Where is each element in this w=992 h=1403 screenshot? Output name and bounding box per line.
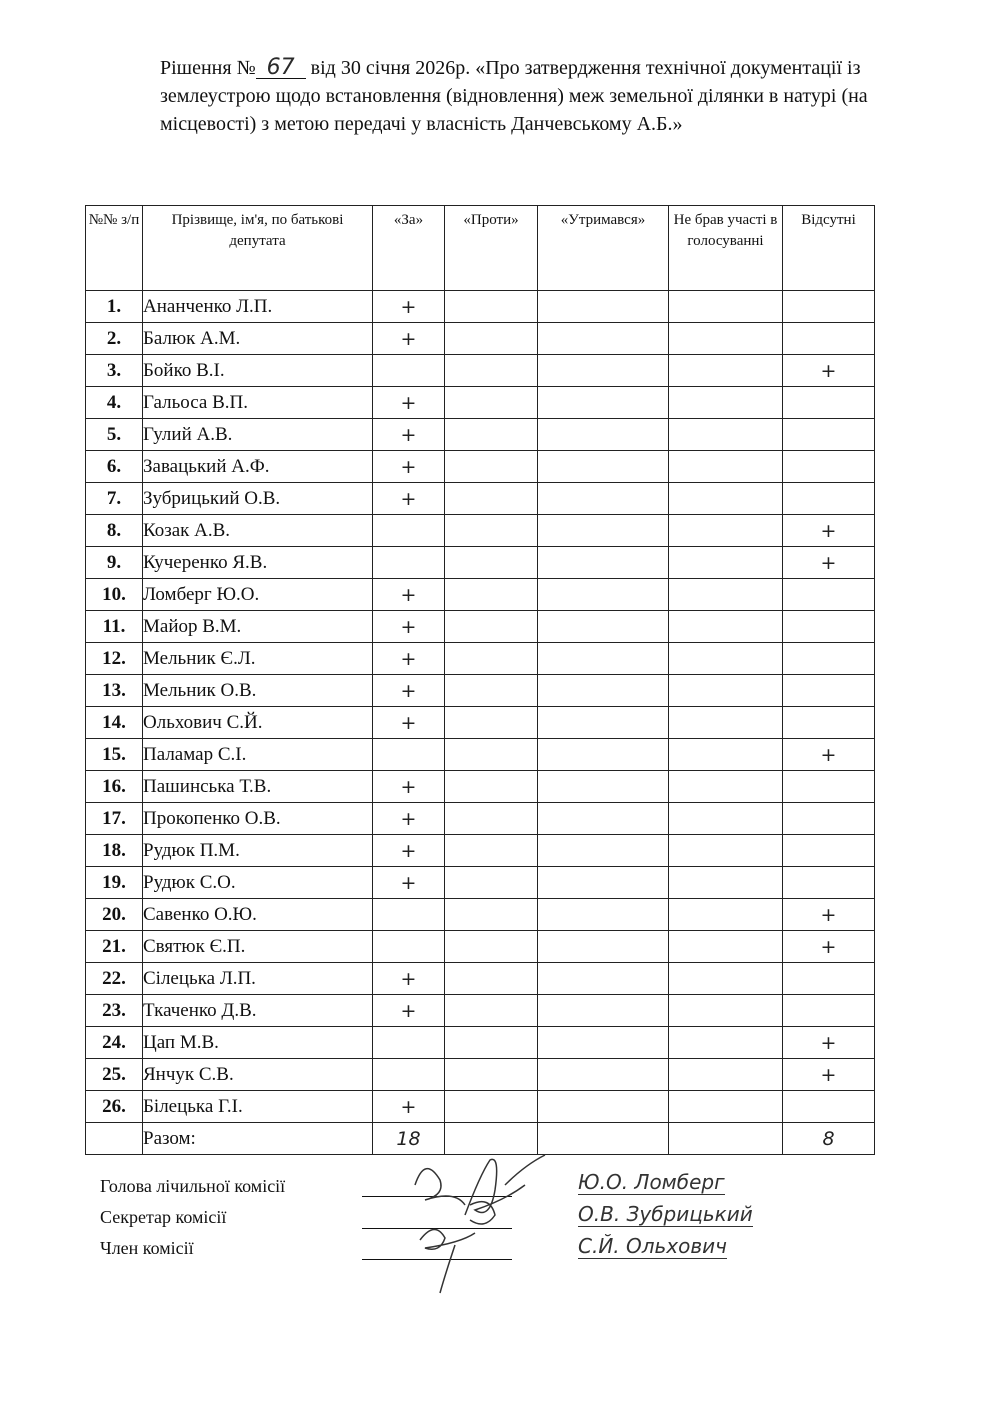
vote-za-cell: + <box>373 675 445 707</box>
row-number: 4. <box>86 387 143 419</box>
vote-za-cell: + <box>373 803 445 835</box>
row-number: 9. <box>86 547 143 579</box>
vote-za-cell: + <box>373 771 445 803</box>
vote-utrym-cell <box>538 451 669 483</box>
header-vidsutni: Відсутні <box>783 206 875 291</box>
vote-proty-cell <box>445 611 538 643</box>
vote-proty-cell <box>445 835 538 867</box>
vote-proty-cell <box>445 739 538 771</box>
table-row <box>86 579 875 611</box>
table-body <box>86 291 875 1155</box>
vote-utrym-cell <box>538 1091 669 1123</box>
table-row <box>86 771 875 803</box>
table-row <box>86 323 875 355</box>
vote-vids-cell <box>783 771 875 803</box>
head-name: Ю.О. Ломберг <box>578 1170 725 1194</box>
deputy-name: Савенко О.Ю. <box>143 899 373 931</box>
row-number: 22. <box>86 963 143 995</box>
header-num: №№ з/п <box>86 206 143 291</box>
row-number: 3. <box>86 355 143 387</box>
decision-number: 67 <box>256 58 306 79</box>
deputy-name: Зубрицький О.В. <box>143 483 373 515</box>
table-row <box>86 931 875 963</box>
deputy-name: Ольхович С.Й. <box>143 707 373 739</box>
vote-utrym-cell <box>538 419 669 451</box>
vote-ne_brav-cell <box>669 1059 783 1091</box>
row-number: 17. <box>86 803 143 835</box>
vote-utrym-cell <box>538 707 669 739</box>
vote-za-cell: + <box>373 419 445 451</box>
vote-za-cell: + <box>373 451 445 483</box>
row-number: 14. <box>86 707 143 739</box>
head-label: Голова лічильної комісії <box>100 1176 286 1196</box>
table-header-row <box>86 206 875 291</box>
vote-utrym-cell <box>538 931 669 963</box>
vote-vids-cell <box>783 803 875 835</box>
vote-ne_brav-cell <box>669 963 783 995</box>
table-row <box>86 867 875 899</box>
vote-utrym-cell <box>538 547 669 579</box>
table-row <box>86 611 875 643</box>
vote-utrym-cell <box>538 579 669 611</box>
table-row <box>86 291 875 323</box>
vote-ne_brav-cell <box>669 707 783 739</box>
vote-vids-cell <box>783 387 875 419</box>
vote-vids-cell: + <box>783 739 875 771</box>
vote-vids-cell <box>783 483 875 515</box>
member-label: Член комісії <box>100 1238 194 1258</box>
vote-proty-cell <box>445 291 538 323</box>
vote-ne_brav-cell <box>669 675 783 707</box>
deputy-name: Святюк Є.П. <box>143 931 373 963</box>
header-za: «За» <box>373 206 445 291</box>
total-vids: 8 <box>783 1123 875 1155</box>
vote-vids-cell <box>783 291 875 323</box>
vote-utrym-cell <box>538 835 669 867</box>
vote-utrym-cell <box>538 1059 669 1091</box>
total-label: Разом: <box>143 1123 373 1155</box>
vote-ne_brav-cell <box>669 867 783 899</box>
vote-proty-cell <box>445 515 538 547</box>
vote-vids-cell <box>783 579 875 611</box>
vote-vids-cell: + <box>783 1059 875 1091</box>
row-number: 12. <box>86 643 143 675</box>
vote-utrym-cell <box>538 483 669 515</box>
vote-ne_brav-cell <box>669 803 783 835</box>
table-row <box>86 739 875 771</box>
vote-ne_brav-cell <box>669 323 783 355</box>
vote-proty-cell <box>445 579 538 611</box>
vote-ne_brav-cell <box>669 483 783 515</box>
vote-ne_brav-cell <box>669 611 783 643</box>
vote-za-cell <box>373 931 445 963</box>
row-number: 24. <box>86 1027 143 1059</box>
vote-za-cell <box>373 355 445 387</box>
vote-za-cell: + <box>373 579 445 611</box>
deputy-name: Рудюк С.О. <box>143 867 373 899</box>
vote-vids-cell: + <box>783 899 875 931</box>
row-number: 15. <box>86 739 143 771</box>
vote-vids-cell: + <box>783 547 875 579</box>
vote-vids-cell <box>783 963 875 995</box>
vote-vids-cell <box>783 867 875 899</box>
vote-proty-cell <box>445 707 538 739</box>
row-number: 2. <box>86 323 143 355</box>
vote-ne_brav-cell <box>669 643 783 675</box>
row-number: 23. <box>86 995 143 1027</box>
vote-proty-cell <box>445 867 538 899</box>
vote-ne_brav-cell <box>669 835 783 867</box>
vote-ne_brav-cell <box>669 739 783 771</box>
table-row <box>86 643 875 675</box>
vote-proty-cell <box>445 547 538 579</box>
handwritten-signatures <box>395 1145 575 1295</box>
deputy-name: Майор В.М. <box>143 611 373 643</box>
secretary-label: Секретар комісії <box>100 1207 227 1227</box>
vote-proty-cell <box>445 643 538 675</box>
table-row <box>86 707 875 739</box>
row-number: 21. <box>86 931 143 963</box>
vote-za-cell: + <box>373 611 445 643</box>
vote-vids-cell <box>783 707 875 739</box>
table-row <box>86 835 875 867</box>
vote-za-cell: + <box>373 291 445 323</box>
deputy-name: Сілецька Л.П. <box>143 963 373 995</box>
header-name: Прізвище, ім'я, по батькові депутата <box>143 206 373 291</box>
table-row <box>86 995 875 1027</box>
vote-vids-cell <box>783 675 875 707</box>
deputy-name: Мельник Є.Л. <box>143 643 373 675</box>
vote-vids-cell <box>783 643 875 675</box>
vote-ne_brav-cell <box>669 451 783 483</box>
vote-za-cell: + <box>373 995 445 1027</box>
vote-za-cell <box>373 1027 445 1059</box>
deputy-name: Мельник О.В. <box>143 675 373 707</box>
vote-ne_brav-cell <box>669 291 783 323</box>
table-row <box>86 1091 875 1123</box>
table-row <box>86 419 875 451</box>
row-number: 25. <box>86 1059 143 1091</box>
vote-za-cell: + <box>373 323 445 355</box>
vote-proty-cell <box>445 1091 538 1123</box>
deputy-name: Цап М.В. <box>143 1027 373 1059</box>
deputy-name: Пашинська Т.В. <box>143 771 373 803</box>
header-proty: «Проти» <box>445 206 538 291</box>
vote-ne_brav-cell <box>669 419 783 451</box>
table-row <box>86 355 875 387</box>
vote-za-cell <box>373 739 445 771</box>
total-za: 18 <box>373 1123 445 1155</box>
vote-vids-cell <box>783 1091 875 1123</box>
deputy-name: Рудюк П.М. <box>143 835 373 867</box>
row-number: 20. <box>86 899 143 931</box>
decision-title <box>160 54 900 138</box>
total-ne_brav <box>669 1123 783 1155</box>
table-row <box>86 547 875 579</box>
row-number: 1. <box>86 291 143 323</box>
deputy-name: Паламар С.І. <box>143 739 373 771</box>
vote-vids-cell <box>783 451 875 483</box>
vote-proty-cell <box>445 995 538 1027</box>
deputy-name: Ананченко Л.П. <box>143 291 373 323</box>
deputy-name: Гулий А.В. <box>143 419 373 451</box>
vote-za-cell: + <box>373 643 445 675</box>
row-number: 13. <box>86 675 143 707</box>
vote-vids-cell <box>783 323 875 355</box>
row-number: 8. <box>86 515 143 547</box>
header-utrymavsia: «Утримався» <box>538 206 669 291</box>
vote-ne_brav-cell <box>669 931 783 963</box>
member-name: С.Й. Ольхович <box>578 1234 727 1258</box>
vote-za-cell: + <box>373 835 445 867</box>
vote-proty-cell <box>445 963 538 995</box>
vote-proty-cell <box>445 899 538 931</box>
vote-proty-cell <box>445 355 538 387</box>
vote-utrym-cell <box>538 323 669 355</box>
vote-proty-cell <box>445 675 538 707</box>
deputy-name: Завацький А.Ф. <box>143 451 373 483</box>
vote-vids-cell <box>783 995 875 1027</box>
vote-ne_brav-cell <box>669 899 783 931</box>
vote-vids-cell <box>783 611 875 643</box>
vote-vids-cell: + <box>783 515 875 547</box>
vote-proty-cell <box>445 387 538 419</box>
vote-utrym-cell <box>538 675 669 707</box>
table-row <box>86 387 875 419</box>
vote-utrym-cell <box>538 355 669 387</box>
vote-za-cell <box>373 899 445 931</box>
vote-za-cell: + <box>373 963 445 995</box>
vote-utrym-cell <box>538 611 669 643</box>
deputy-name: Янчук С.В. <box>143 1059 373 1091</box>
row-number: 26. <box>86 1091 143 1123</box>
vote-za-cell: + <box>373 867 445 899</box>
deputy-name: Бойко В.І. <box>143 355 373 387</box>
row-number: 7. <box>86 483 143 515</box>
table-row <box>86 963 875 995</box>
vote-utrym-cell <box>538 739 669 771</box>
vote-ne_brav-cell <box>669 355 783 387</box>
deputy-name: Гальоса В.П. <box>143 387 373 419</box>
title-prefix: Рішення № <box>160 57 256 79</box>
vote-ne_brav-cell <box>669 515 783 547</box>
deputy-name: Кучеренко Я.В. <box>143 547 373 579</box>
deputy-name: Ломберг Ю.О. <box>143 579 373 611</box>
vote-za-cell <box>373 515 445 547</box>
vote-za-cell: + <box>373 483 445 515</box>
vote-za-cell: + <box>373 1091 445 1123</box>
vote-za-cell: + <box>373 707 445 739</box>
vote-proty-cell <box>445 1027 538 1059</box>
vote-ne_brav-cell <box>669 1091 783 1123</box>
deputy-name: Білецька Г.І. <box>143 1091 373 1123</box>
deputy-name: Прокопенко О.В. <box>143 803 373 835</box>
table-row <box>86 675 875 707</box>
row-number: 10. <box>86 579 143 611</box>
vote-vids-cell <box>783 419 875 451</box>
vote-utrym-cell <box>538 1027 669 1059</box>
vote-ne_brav-cell <box>669 1027 783 1059</box>
row-number: 5. <box>86 419 143 451</box>
vote-utrym-cell <box>538 387 669 419</box>
vote-ne_brav-cell <box>669 387 783 419</box>
vote-za-cell <box>373 1059 445 1091</box>
table-row <box>86 803 875 835</box>
vote-za-cell <box>373 547 445 579</box>
table-row <box>86 1027 875 1059</box>
table-row <box>86 483 875 515</box>
voting-table <box>85 205 875 1155</box>
row-number: 18. <box>86 835 143 867</box>
vote-vids-cell: + <box>783 355 875 387</box>
table-row <box>86 899 875 931</box>
vote-utrym-cell <box>538 867 669 899</box>
row-number: 16. <box>86 771 143 803</box>
vote-ne_brav-cell <box>669 995 783 1027</box>
deputy-name: Козак А.В. <box>143 515 373 547</box>
vote-utrym-cell <box>538 771 669 803</box>
vote-ne_brav-cell <box>669 547 783 579</box>
vote-ne_brav-cell <box>669 579 783 611</box>
row-number: 6. <box>86 451 143 483</box>
vote-utrym-cell <box>538 291 669 323</box>
vote-utrym-cell <box>538 515 669 547</box>
header-ne-brav: Не брав участі в голосуванні <box>669 206 783 291</box>
deputy-name: Балюк А.М. <box>143 323 373 355</box>
vote-vids-cell: + <box>783 1027 875 1059</box>
vote-ne_brav-cell <box>669 771 783 803</box>
table-row <box>86 451 875 483</box>
vote-utrym-cell <box>538 803 669 835</box>
vote-za-cell: + <box>373 387 445 419</box>
secretary-name: О.В. Зубрицький <box>578 1202 753 1226</box>
table-row <box>86 1059 875 1091</box>
vote-utrym-cell <box>538 643 669 675</box>
vote-utrym-cell <box>538 963 669 995</box>
vote-proty-cell <box>445 803 538 835</box>
vote-utrym-cell <box>538 995 669 1027</box>
vote-proty-cell <box>445 419 538 451</box>
row-number: 19. <box>86 867 143 899</box>
vote-utrym-cell <box>538 899 669 931</box>
vote-proty-cell <box>445 1059 538 1091</box>
vote-proty-cell <box>445 483 538 515</box>
vote-proty-cell <box>445 451 538 483</box>
vote-vids-cell: + <box>783 931 875 963</box>
vote-vids-cell <box>783 835 875 867</box>
deputy-name: Ткаченко Д.В. <box>143 995 373 1027</box>
table-row <box>86 515 875 547</box>
vote-proty-cell <box>445 931 538 963</box>
vote-proty-cell <box>445 771 538 803</box>
row-number: 11. <box>86 611 143 643</box>
total-num-cell <box>86 1123 143 1155</box>
title-rest: від 30 січня 2026р. «Про затвердження технічної документації із землеустрою щодо встановлення (відновлення) меж земельної ділянки в натурі (на місцевості) з метою передачі у власність Данчевському А.Б.» <box>160 57 868 135</box>
vote-proty-cell <box>445 323 538 355</box>
